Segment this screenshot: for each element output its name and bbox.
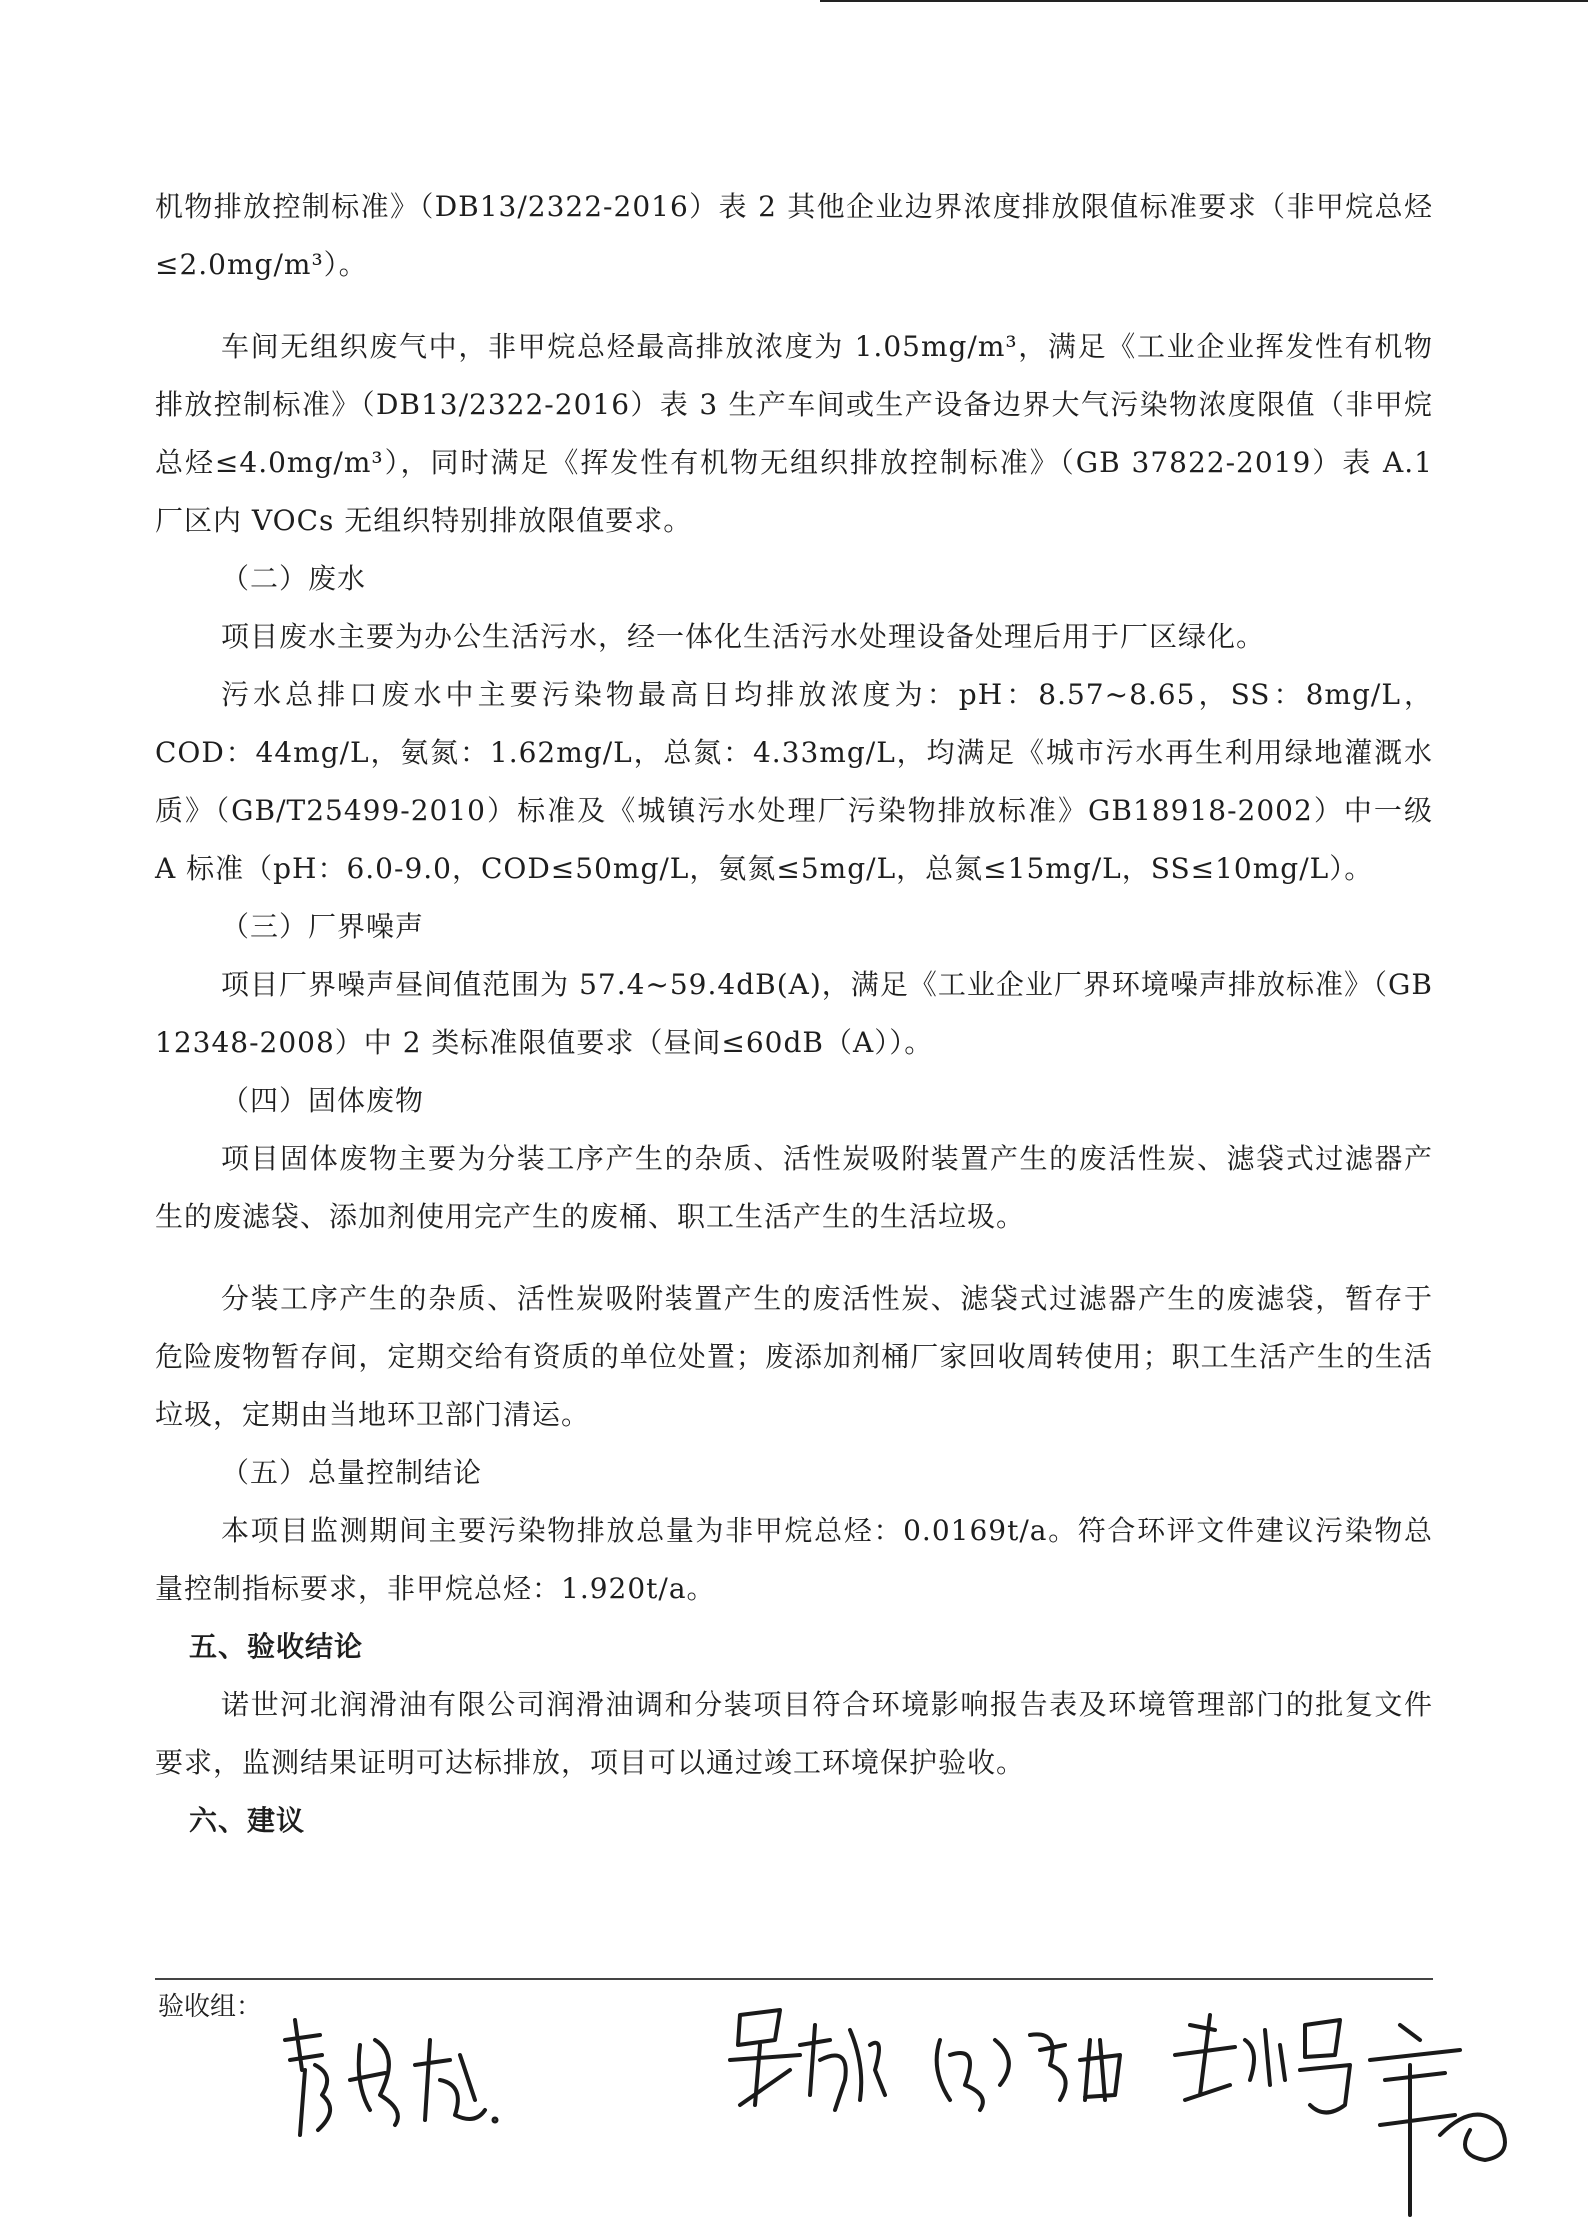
signature-area	[260, 1985, 1560, 2225]
document-body	[155, 178, 1433, 1850]
signature-1	[285, 2020, 497, 2135]
heading-noise: （三）厂界噪声	[221, 910, 425, 943]
scan-edge-line	[820, 0, 1588, 2]
paragraph-exhaust-boundary: 机物排放控制标准》（DB13/2322-2016）表 2 其他企业边界浓度排放限值标准要求（非甲烷总烃≤2.0mg/m³）。	[155, 190, 1433, 281]
paragraph-solid-waste-sources: 项目固体废物主要为分装工序产生的杂质、活性炭吸附装置产生的废活性炭、滤袋式过滤器产生的废滤袋、添加剂使用完产生的废桶、职工生活产生的生活垃圾。	[155, 1142, 1433, 1233]
paragraph-wastewater-intro: 项目废水主要为办公生活污水，经一体化生活污水处理设备处理后用于厂区绿化。	[221, 620, 1266, 653]
paragraph-wastewater-results: 污水总排口废水中主要污染物最高日均排放浓度为：pH：8.57~8.65，SS：8mg/L，COD：44mg/L，氨氮：1.62mg/L，总氮：4.33mg/L，均满足《城市污水再生利用绿地灌溉水质》（GB/T25499-2010）标准及《城镇污水处理厂污染物排放标准》GB18918-2002）中一级 A 标准（pH：6.0-9.0，COD≤50mg/L，氨氮≤5mg/L，总氮≤15mg/L，SS≤10mg/L）。	[155, 678, 1433, 885]
heading-acceptance-conclusion: 五、验收结论	[189, 1630, 364, 1663]
signature-3	[937, 2034, 1120, 2110]
signature-4	[1175, 2015, 1350, 2113]
heading-total-control: （五）总量控制结论	[221, 1456, 483, 1489]
heading-solid-waste: （四）固体废物	[221, 1084, 425, 1117]
paragraph-solid-waste-disposal: 分装工序产生的杂质、活性炭吸附装置产生的废活性炭、滤袋式过滤器产生的废滤袋，暂存于危险废物暂存间，定期交给有资质的单位处置；废添加剂桶厂家回收周转使用；职工生活产生的生活垃圾，定期由当地环卫部门清运。	[155, 1282, 1433, 1431]
paragraph-exhaust-workshop: 车间无组织废气中，非甲烷总烃最高排放浓度为 1.05mg/m³，满足《工业企业挥发性有机物排放控制标准》（DB13/2322-2016）表 3 生产车间或生产设备边界大气污染物浓度限值（非甲烷总烃≤4.0mg/m³），同时满足《挥发性有机物无组织排放控制标准》（GB 37822-2019）表 A.1 厂区内 VOCs 无组织特别排放限值要求。	[155, 330, 1433, 537]
heading-wastewater: （二）废水	[221, 562, 367, 595]
paragraph-acceptance-conclusion: 诺世河北润滑油有限公司润滑油调和分装项目符合环境影响报告表及环境管理部门的批复文件要求，监测结果证明可达标排放，项目可以通过竣工环境保护验收。	[155, 1688, 1433, 1779]
signature-5	[1370, 2025, 1505, 2215]
signature-2	[730, 2010, 885, 2110]
footer-divider	[155, 1978, 1433, 1980]
paragraph-noise: 项目厂界噪声昼间值范围为 57.4~59.4dB(A)，满足《工业企业厂界环境噪声排放标准》（GB 12348-2008）中 2 类标准限值要求（昼间≤60dB（A））。	[155, 968, 1433, 1059]
acceptance-group-label: 验收组：	[158, 1992, 263, 2022]
paragraph-total-control: 本项目监测期间主要污染物排放总量为非甲烷总烃：0.0169t/a。符合环评文件建议污染物总量控制指标要求，非甲烷总烃：1.920t/a。	[155, 1514, 1433, 1605]
heading-suggestions: 六、建议	[189, 1804, 306, 1837]
